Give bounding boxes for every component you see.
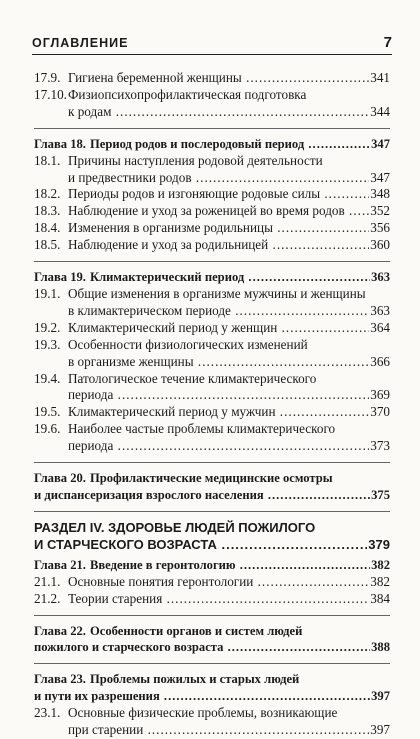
toc-entry-title: Периоды родов и изгоняющие родовые силы ..... bbox=[68, 186, 369, 201]
toc-chapter-number: Глава 20. bbox=[34, 471, 86, 486]
toc-chapter bbox=[34, 269, 390, 286]
toc-entry-title-line2: к родам ..... bbox=[68, 104, 369, 119]
toc-part-title: РАЗДЕЛ IV. ЗДОРОВЬЕ ЛЮДЕЙ ПОЖИЛОГО bbox=[34, 519, 316, 535]
toc-part-page: 379 bbox=[368, 536, 390, 552]
toc-entry bbox=[34, 404, 390, 421]
toc-entry bbox=[34, 153, 390, 170]
toc-chapter-continued bbox=[34, 688, 390, 705]
toc-entry bbox=[34, 574, 390, 591]
toc-entry-title: Основные понятия геронтологии ..... bbox=[68, 574, 369, 589]
toc-entry-number: 17.10. bbox=[34, 86, 67, 102]
toc-entry-page: 356 bbox=[370, 220, 390, 236]
toc-entry-continued bbox=[34, 104, 390, 121]
toc-chapter-title-line2: пожилого и старческого возраста ..... bbox=[34, 640, 370, 654]
toc-entry-continued bbox=[34, 722, 390, 739]
toc-entry-page: 382 bbox=[370, 573, 390, 589]
toc-entry bbox=[34, 371, 390, 388]
toc-chapter-title-line2: и пути их разрешения ..... bbox=[34, 689, 370, 703]
toc-entry-number: 19.6. bbox=[34, 421, 61, 437]
toc-entry bbox=[34, 286, 390, 303]
toc-chapter-number: Глава 23. bbox=[34, 672, 86, 687]
toc-entry bbox=[34, 591, 390, 608]
toc-entry-title-line2: в организме женщины ..... bbox=[68, 354, 369, 369]
divider bbox=[34, 128, 390, 129]
toc-entry-number: 21.1. bbox=[34, 573, 61, 589]
toc-entry-title-line2: периода ..... bbox=[68, 438, 369, 453]
toc-entry bbox=[34, 421, 390, 438]
toc-chapter-continued bbox=[34, 639, 390, 656]
toc-entry-page: 363 bbox=[370, 302, 390, 318]
toc-entry bbox=[34, 237, 390, 254]
toc-entry-number: 18.2. bbox=[34, 186, 61, 202]
toc-chapter-title: Период родов и послеродовый период ..... bbox=[90, 137, 370, 151]
toc-entry-title-line2: при старении ..... bbox=[68, 722, 369, 737]
toc-part-title-line2: И СТАРЧЕСКОГО ВОЗРАСТА ..... bbox=[34, 537, 367, 552]
toc-entry-number: 18.4. bbox=[34, 220, 61, 236]
divider bbox=[34, 462, 390, 463]
toc-entry-title-line2: периода ..... bbox=[68, 387, 369, 402]
toc-entry-title: Климактерический период у женщин ..... bbox=[68, 320, 369, 335]
toc-entry-number: 17.9. bbox=[34, 70, 61, 85]
toc-entry bbox=[34, 87, 390, 104]
toc-chapter-number: Глава 18. bbox=[34, 136, 86, 151]
toc-entry-number: 19.1. bbox=[34, 285, 61, 301]
toc-entry-page: 364 bbox=[370, 319, 390, 335]
toc-entry-page: 370 bbox=[370, 404, 390, 420]
toc-chapter-page: 397 bbox=[371, 689, 390, 704]
toc-entry bbox=[34, 70, 390, 87]
toc-entry-number: 19.4. bbox=[34, 370, 61, 386]
toc-entry-title: Особенности физиологических изменений bbox=[68, 336, 308, 352]
toc-chapter bbox=[34, 623, 390, 640]
toc-entry-continued bbox=[34, 354, 390, 371]
toc-chapter-title-line2: и диспансеризация взрослого населения ..... bbox=[34, 488, 370, 502]
toc-entry-number: 18.3. bbox=[34, 203, 61, 219]
toc-entry-page: 352 bbox=[370, 203, 390, 219]
toc-entry-page: 366 bbox=[370, 353, 390, 369]
divider bbox=[34, 511, 390, 512]
toc-entry-page: 341 bbox=[370, 70, 390, 85]
toc-entry-continued bbox=[34, 438, 390, 455]
toc-entry-number: 18.1. bbox=[34, 152, 61, 168]
toc-chapter bbox=[34, 671, 390, 688]
toc-entry-title: Физиопсихопрофилактическая подготовка bbox=[68, 86, 307, 102]
toc-entry bbox=[34, 705, 390, 722]
toc-entry-page: 369 bbox=[370, 387, 390, 403]
toc-chapter-number: Глава 22. bbox=[34, 623, 86, 638]
toc-chapter bbox=[34, 557, 390, 574]
toc-entry bbox=[34, 203, 390, 220]
toc-entry-page: 344 bbox=[370, 103, 390, 119]
toc-entry-title: Патологическое течение климактерического bbox=[68, 370, 317, 386]
running-header bbox=[32, 32, 392, 55]
toc-part-heading bbox=[34, 519, 390, 536]
toc-chapter-title: Особенности органов и систем людей bbox=[89, 623, 303, 638]
table-of-contents bbox=[34, 70, 390, 739]
toc-entry-page: 384 bbox=[370, 590, 390, 606]
toc-entry-title: Общие изменения в организме мужчины и женщины bbox=[68, 285, 366, 301]
toc-entry-title: Наблюдение и уход за роженицей во время родов ..... bbox=[68, 203, 369, 218]
toc-entry-continued bbox=[34, 170, 390, 187]
toc-entry-number: 21.2. bbox=[34, 590, 61, 606]
toc-entry-page: 397 bbox=[370, 722, 390, 738]
toc-chapter-title: Профилактические медицинские осмотры bbox=[89, 471, 333, 486]
toc-entry-continued bbox=[34, 387, 390, 404]
toc-entry-title: Изменения в организме родильницы ..... bbox=[68, 220, 369, 235]
divider bbox=[34, 615, 390, 616]
toc-entry bbox=[34, 320, 390, 337]
divider bbox=[34, 663, 390, 664]
toc-chapter bbox=[34, 136, 390, 153]
toc-chapter-number: Глава 21. bbox=[34, 557, 86, 572]
divider bbox=[34, 261, 390, 262]
toc-entry bbox=[34, 337, 390, 354]
toc-entry-title: Наблюдение и уход за родильницей ..... bbox=[68, 237, 369, 252]
toc-part-heading-continued bbox=[34, 536, 390, 553]
toc-entry-title-line2: и предвестники родов ..... bbox=[68, 170, 369, 185]
toc-entry-continued bbox=[34, 303, 390, 320]
toc-entry-number: 18.5. bbox=[34, 237, 61, 253]
toc-chapter-title: Климактерический период ..... bbox=[90, 270, 370, 284]
toc-entry-title: Основные физические проблемы, возникающие bbox=[68, 705, 338, 721]
toc-entry-number: 19.2. bbox=[34, 319, 61, 335]
toc-entry-title: Климактерический период у мужчин ..... bbox=[68, 404, 369, 419]
toc-chapter-page: 388 bbox=[371, 640, 390, 655]
toc-entry-title: Теории старения ..... bbox=[68, 591, 369, 606]
toc-chapter-page: 382 bbox=[371, 557, 390, 572]
toc-chapter-number: Глава 19. bbox=[34, 270, 86, 285]
toc-chapter-page: 347 bbox=[371, 136, 390, 151]
toc-entry-number: 19.3. bbox=[34, 336, 61, 352]
toc-chapter-title: Проблемы пожилых и старых людей bbox=[89, 672, 300, 687]
header-title: ОГЛАВЛЕНИЕ bbox=[32, 36, 129, 50]
toc-chapter-page: 363 bbox=[371, 270, 390, 285]
toc-entry bbox=[34, 220, 390, 237]
toc-entry-number: 23.1. bbox=[34, 705, 61, 721]
toc-entry-page: 347 bbox=[370, 169, 390, 185]
toc-entry-number: 19.5. bbox=[34, 404, 61, 420]
toc-entry-title: Наиболее частые проблемы климактерического bbox=[68, 421, 336, 437]
toc-entry-title: Причины наступления родовой деятельности bbox=[68, 152, 323, 168]
toc-entry-page: 373 bbox=[370, 438, 390, 454]
toc-chapter-continued bbox=[34, 487, 390, 504]
toc-chapter-page: 375 bbox=[371, 487, 390, 502]
toc-chapter-title: Введение в геронтологию ..... bbox=[90, 558, 370, 572]
toc-entry-title: Гигиена беременной женщины ..... bbox=[68, 70, 369, 85]
toc-entry-page: 360 bbox=[370, 237, 390, 253]
toc-entry-page: 348 bbox=[370, 186, 390, 202]
toc-entry bbox=[34, 186, 390, 203]
header-page-number: 7 bbox=[383, 34, 392, 51]
toc-entry-title-line2: в климактерическом периоде ..... bbox=[68, 303, 369, 318]
toc-chapter bbox=[34, 470, 390, 487]
